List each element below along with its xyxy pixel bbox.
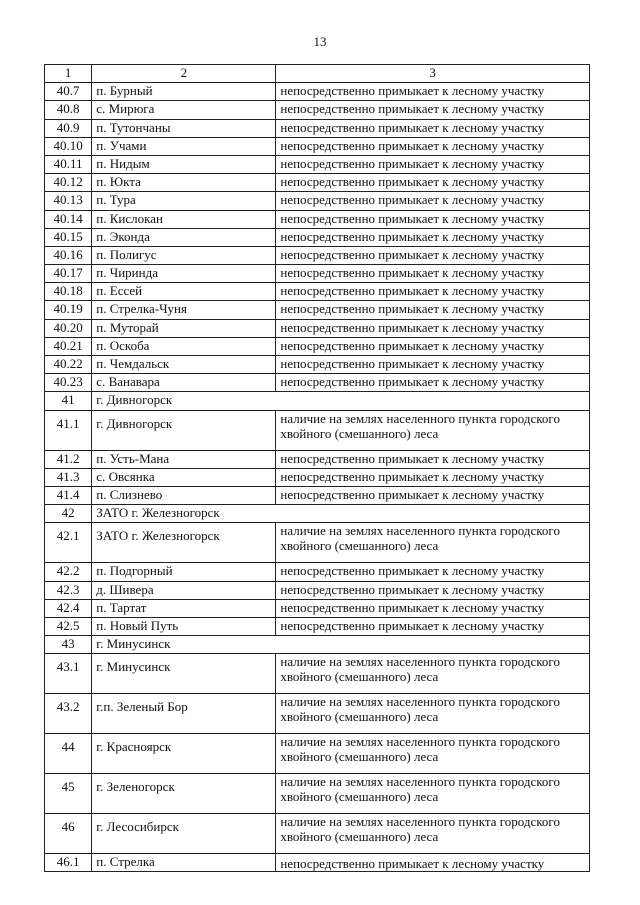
table-row	[45, 654, 590, 694]
settlement-name: п. Эконда	[92, 228, 276, 246]
settlement-name: п. Чемдальск	[92, 356, 276, 374]
table-row	[45, 486, 590, 504]
settlement-name: г. Лесосибирск	[92, 814, 276, 854]
settlement-name: п. Стрелка-Чуня	[92, 301, 276, 319]
row-number: 40.17	[45, 265, 92, 283]
settlement-name: п. Слизнево	[92, 486, 276, 504]
row-number: 40.7	[45, 83, 92, 101]
row-number: 41.1	[45, 410, 92, 450]
settlement-name: с. Мирюга	[92, 101, 276, 119]
table-body	[45, 65, 590, 872]
settlement-name: п. Муторай	[92, 319, 276, 337]
table-group-row	[45, 636, 590, 654]
row-number: 40.20	[45, 319, 92, 337]
settlement-name: г. Дивногорск	[92, 410, 276, 450]
header-col-2: 2	[92, 65, 276, 83]
row-number: 41.4	[45, 486, 92, 504]
table-row	[45, 468, 590, 486]
forest-adjacency-description: непосредственно примыкает к лесному участку	[276, 301, 590, 319]
settlement-name: п. Бурный	[92, 83, 276, 101]
table-row	[45, 137, 590, 155]
table-row	[45, 301, 590, 319]
settlement-name: ЗАТО г. Железногорск	[92, 505, 590, 523]
forest-adjacency-description: непосредственно примыкает к лесному участку	[276, 337, 590, 355]
table-row	[45, 283, 590, 301]
settlement-name: д. Шивера	[92, 581, 276, 599]
settlement-name: п. Тутончаны	[92, 119, 276, 137]
row-number: 41.2	[45, 450, 92, 468]
settlement-name: п. Нидым	[92, 155, 276, 173]
row-number: 43.2	[45, 694, 92, 734]
forest-adjacency-description: непосредственно примыкает к лесному участку	[276, 581, 590, 599]
table-row	[45, 155, 590, 173]
forest-adjacency-description: непосредственно примыкает к лесному участку	[276, 374, 590, 392]
row-number: 40.13	[45, 192, 92, 210]
table-row	[45, 694, 590, 734]
header-col-3: 3	[276, 65, 590, 83]
row-number: 40.8	[45, 101, 92, 119]
row-number: 40.19	[45, 301, 92, 319]
row-number: 46.1	[45, 854, 92, 872]
table-row	[45, 174, 590, 192]
settlement-name: п. Тура	[92, 192, 276, 210]
row-number: 40.11	[45, 155, 92, 173]
settlement-name: п. Чиринда	[92, 265, 276, 283]
table-group-row	[45, 392, 590, 410]
settlement-name: г. Зеленогорск	[92, 774, 276, 814]
forest-adjacency-description: непосредственно примыкает к лесному участку	[276, 210, 590, 228]
page-number: 13	[313, 34, 327, 49]
row-number: 45	[45, 774, 92, 814]
forest-adjacency-description: непосредственно примыкает к лесному участку	[276, 319, 590, 337]
forest-adjacency-description: непосредственно примыкает к лесному участку	[276, 83, 590, 101]
row-number: 43.1	[45, 654, 92, 694]
table-group-row	[45, 505, 590, 523]
row-number: 40.16	[45, 246, 92, 264]
table-row	[45, 410, 590, 450]
table-row	[45, 617, 590, 635]
forest-adjacency-description: непосредственно примыкает к лесному участку	[276, 228, 590, 246]
row-number: 42.2	[45, 563, 92, 581]
table-row	[45, 246, 590, 264]
settlement-name: г. Красноярск	[92, 734, 276, 774]
forest-adjacency-description: непосредственно примыкает к лесному участку	[276, 599, 590, 617]
forest-adjacency-description: непосредственно примыкает к лесному участку	[276, 265, 590, 283]
settlement-name: п. Оскоба	[92, 337, 276, 355]
forest-adjacency-description: непосредственно примыкает к лесному участку	[276, 119, 590, 137]
table-row	[45, 210, 590, 228]
table-row	[45, 265, 590, 283]
forest-adjacency-description: непосредственно примыкает к лесному участку	[276, 468, 590, 486]
header-col-1: 1	[45, 65, 92, 83]
forest-adjacency-description: наличие на землях населенного пункта городского хвойного (смешанного) леса	[276, 814, 590, 854]
settlement-name: г. Дивногорск	[92, 392, 590, 410]
settlement-name: п. Новый Путь	[92, 617, 276, 635]
row-number: 46	[45, 814, 92, 854]
forest-adjacency-description: наличие на землях населенного пункта городского хвойного (смешанного) леса	[276, 694, 590, 734]
table-row	[45, 319, 590, 337]
forest-adjacency-description: наличие на землях населенного пункта городского хвойного (смешанного) леса	[276, 774, 590, 814]
settlement-name: ЗАТО г. Железногорск	[92, 523, 276, 563]
row-number: 41.3	[45, 468, 92, 486]
settlement-name: п. Учами	[92, 137, 276, 155]
forest-adjacency-description: непосредственно примыкает к лесному участку	[276, 137, 590, 155]
table-row	[45, 101, 590, 119]
table-row	[45, 854, 590, 872]
forest-adjacency-description: наличие на землях населенного пункта городского хвойного (смешанного) леса	[276, 410, 590, 450]
forest-adjacency-description: непосредственно примыкает к лесному участку	[276, 486, 590, 504]
settlement-name: г.п. Зеленый Бор	[92, 694, 276, 734]
row-number: 42.3	[45, 581, 92, 599]
row-number: 40.12	[45, 174, 92, 192]
table-row	[45, 119, 590, 137]
table-row	[45, 450, 590, 468]
forest-adjacency-description: непосредственно примыкает к лесному участку	[276, 101, 590, 119]
settlement-name: п. Подгорный	[92, 563, 276, 581]
settlement-name: п. Усть-Мана	[92, 450, 276, 468]
forest-adjacency-description: наличие на землях населенного пункта городского хвойного (смешанного) леса	[276, 734, 590, 774]
row-number: 44	[45, 734, 92, 774]
row-number: 43	[45, 636, 92, 654]
forest-adjacency-description: непосредственно примыкает к лесному участку	[276, 854, 590, 872]
row-number: 40.10	[45, 137, 92, 155]
row-number: 41	[45, 392, 92, 410]
forest-adjacency-description: непосредственно примыкает к лесному участку	[276, 174, 590, 192]
forest-adjacency-description: непосредственно примыкает к лесному участку	[276, 356, 590, 374]
row-number: 40.22	[45, 356, 92, 374]
row-number: 40.15	[45, 228, 92, 246]
row-number: 40.14	[45, 210, 92, 228]
settlement-name: п. Стрелка	[92, 854, 276, 872]
table-row	[45, 563, 590, 581]
table-row	[45, 814, 590, 854]
settlement-name: п. Юкта	[92, 174, 276, 192]
row-number: 40.23	[45, 374, 92, 392]
table-row	[45, 83, 590, 101]
table-row	[45, 734, 590, 774]
row-number: 40.9	[45, 119, 92, 137]
forest-adjacency-description: наличие на землях населенного пункта городского хвойного (смешанного) леса	[276, 654, 590, 694]
row-number: 42	[45, 505, 92, 523]
settlement-name: г. Минусинск	[92, 636, 590, 654]
table-row	[45, 228, 590, 246]
table-row	[45, 599, 590, 617]
forest-adjacency-description: непосредственно примыкает к лесному участку	[276, 246, 590, 264]
row-number: 40.18	[45, 283, 92, 301]
forest-adjacency-description: непосредственно примыкает к лесному участку	[276, 617, 590, 635]
settlement-name: п. Полигус	[92, 246, 276, 264]
table-row	[45, 356, 590, 374]
settlement-name: г. Минусинск	[92, 654, 276, 694]
row-number: 42.1	[45, 523, 92, 563]
table-row	[45, 192, 590, 210]
row-number: 42.4	[45, 599, 92, 617]
table-row	[45, 581, 590, 599]
row-number: 42.5	[45, 617, 92, 635]
settlement-name: п. Ессей	[92, 283, 276, 301]
settlements-table	[44, 64, 590, 872]
table-row	[45, 523, 590, 563]
forest-adjacency-description: непосредственно примыкает к лесному участку	[276, 563, 590, 581]
forest-adjacency-description: непосредственно примыкает к лесному участку	[276, 450, 590, 468]
settlement-name: с. Овсянка	[92, 468, 276, 486]
table-header-row	[45, 65, 590, 83]
settlement-name: п. Кислокан	[92, 210, 276, 228]
forest-adjacency-description: непосредственно примыкает к лесному участку	[276, 192, 590, 210]
settlement-name: п. Тартат	[92, 599, 276, 617]
table-row	[45, 374, 590, 392]
forest-adjacency-description: непосредственно примыкает к лесному участку	[276, 283, 590, 301]
row-number: 40.21	[45, 337, 92, 355]
settlement-name: с. Ванавара	[92, 374, 276, 392]
table-row	[45, 774, 590, 814]
forest-adjacency-description: наличие на землях населенного пункта городского хвойного (смешанного) леса	[276, 523, 590, 563]
forest-adjacency-description: непосредственно примыкает к лесному участку	[276, 155, 590, 173]
table-row	[45, 337, 590, 355]
